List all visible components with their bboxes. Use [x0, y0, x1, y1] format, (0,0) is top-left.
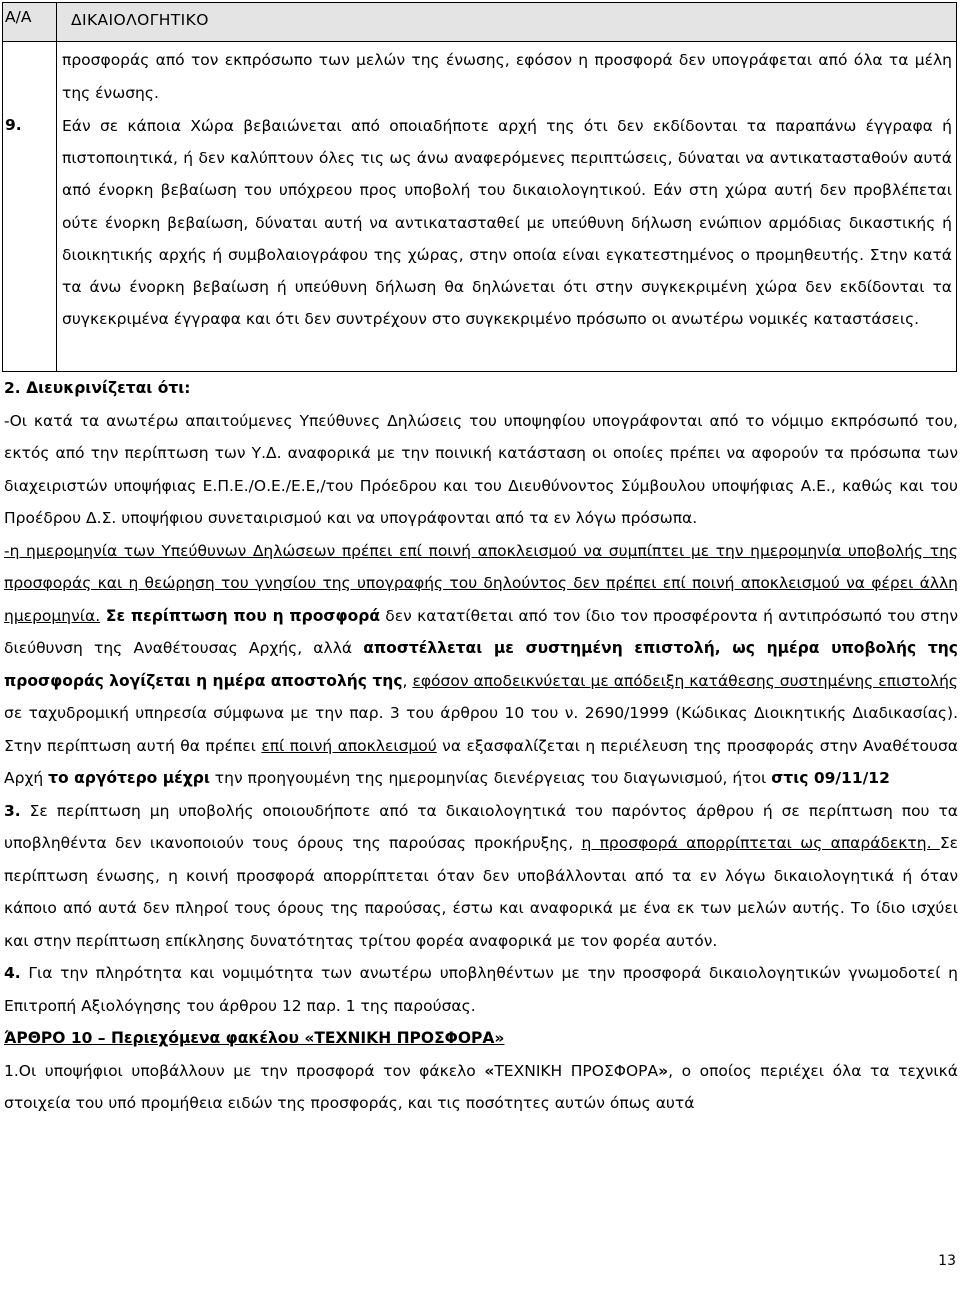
continued-text: προσφοράς από τον εκπρόσωπο των μελών της ένωσης, εφόσον η προσφορά δεν υπογράφεται από όλα τα μέλη της ένωσης. — [62, 51, 952, 102]
bold-text: Σε περίπτωση που η προσφορά — [100, 606, 380, 625]
main-text — [4, 372, 958, 1120]
section-3-paragraph — [4, 795, 958, 958]
plain-text: ΤΕΧΝΙΚΗ ΠΡΟΣΦΟΡΑ — [494, 1061, 659, 1080]
column-title: ΔΙΚΑΙΟΛΟΓΗΤΙΚΟ — [71, 11, 209, 29]
article-10-paragraph-1 — [4, 1055, 958, 1120]
section-2-paragraph-1: -Οι κατά τα ανωτέρω απαιτούμενες Υπεύθυνες Δηλώσεις του υποψηφίου υπογράφονται από το νόμιμο εκπρόσωπό του, εκτός από την περίπτωση των Υ.Δ. αναφορικά με την ποινική κατάσταση οι οποίες πρέπει να αφορούν τα πρόσωπα των διαχειριστών υποψήφιας Ε.Π.Ε./Ο.Ε./Ε.Ε,/του Πρόεδρου και του Διευθύνοντος Σύμβουλου υποψήφιας Α.Ε., καθώς και του Προέδρου Δ.Σ. υποψήφιου συνεταιρισμού και να υπογράφονται από τα εν λόγω πρόσωπα. — [4, 411, 958, 527]
date-requirement-text: -η ημερομηνία των Υπεύθυνων Δηλώσεων πρέπει επί ποινή αποκλεισμού να συμπίπτει με την ημερομηνία υποβολής της προσφοράς και η θεώρηση του γνησίου της υπογραφής του δηλούντος δεν πρέπει επί ποινή αποκλεισμού να φέρει άλλη ημερομηνία. — [4, 541, 958, 625]
plain-text: την προηγουμένη της ημερομηνίας διενέργειας του διαγωνισμού, ήτοι — [209, 769, 772, 787]
section-2-paragraph-2 — [4, 535, 958, 795]
column-divider — [56, 3, 57, 371]
plain-text: , — [402, 671, 413, 690]
row-number: 9. — [5, 116, 22, 134]
article-10-heading: ΆΡΘΡΟ 10 – Περιεχόμενα φακέλου «ΤΕΧΝΙΚΗ ΠΡΟΣΦΟΡΑ» — [4, 1029, 505, 1047]
page-number: 13 — [938, 1253, 956, 1269]
section-4-paragraph — [4, 957, 958, 1022]
bold-text: » — [658, 1061, 669, 1080]
underlined-text: εφόσον αποδεικνύεται με απόδειξη κατάθεσης συστημένης επιστολής — [412, 671, 958, 690]
requirements-table — [2, 2, 957, 372]
plain-text: να εξασφαλίζεται η περιέλευση της προσφοράς στην Αναθέτουσα Αρχή — [4, 736, 959, 787]
deadline-date: στις 09/11/12 — [771, 769, 890, 787]
plain-text: 1.Οι υποψήφιοι υποβάλλουν με την προσφορά τον φάκελο — [4, 1061, 485, 1080]
section-3-number: 3. — [4, 801, 21, 820]
plain-text: Σε περίπτωση μη υποβολής οποιουδήποτε από τα δικαιολογητικά του παρόντος άρθρου ή σε περίπτωση που τα υποβληθέντα δεν ικανοποιούν τους όρους της παρούσας προκήρυξης, — [4, 801, 958, 852]
plain-text: , ο οποίος περιέχει όλα τα τεχνικά στοιχεία του υπό προμήθεια ειδών της προσφοράς, και τις ποσότητες αυτών όπως αυτά — [4, 1061, 958, 1112]
plain-text: δεν κατατίθεται από τον ίδιο τον προσφέροντα ή αντιπρόσωπό του στην διεύθυνση της Αναθέτουσας Αρχής, αλλά — [4, 606, 958, 657]
plain-text: Σε περίπτωση ένωσης, η κοινή προσφορά απορρίπτεται όταν δεν υποβάλλονται από τα εν λόγω δικαιολογητικά ή όταν κάποιο από αυτά δεν πληροί τους όρους της παρούσας, έστω και αναφορικά με ένα εκ των μελών αυτής. Το ίδιο ισχύει και στην περίπτωση επίκλησης δυνατότητας τρίτου φορέα αναφορικά με τον φορέα αυτόν. — [4, 834, 958, 950]
item-9-text: Εάν σε κάποια Χώρα βεβαιώνεται από οποιαδήποτε αρχή της ότι δεν εκδίδονται τα παραπάνω έγγραφα ή πιστοποιητικά, ή δεν καλύπτουν όλες τις ως άνω αναφερόμενες περιπτώσεις, δύναται να αντικατασταθούν αυτά από ένορκη βεβαίωση του υπόχρεου προς υποβολή του δικαιολογητικού. Εάν στη χώρα αυτή δεν προβλέπεται ούτε ένορκη βεβαίωση, δύναται αυτή να αντικατασταθεί με υπεύθυνη δήλωση ενώπιον αρμόδιας δικαστικής ή διοικητικής αρχής ή συμβολαιογράφου της χώρας, στην οποία είναι εγκατεστημένος ο προμηθευτής. Στην κατά τα άνω ένορκη βεβαίωση ή υπεύθυνη δήλωση θα δηλώνεται ότι στην συγκεκριμένη χώρα δεν εκδίδονται τα συγκεκριμένα έγγραφα και ότι δεν συντρέχουν στο συγκεκριμένο πρόσωπο οι ανωτέρω νομικές καταστάσεις. — [62, 117, 952, 329]
bold-text: « — [484, 1061, 495, 1080]
section-4-number: 4. — [4, 964, 21, 982]
bold-text: αποστέλλεται με συστημένη επιστολή, ως ημέρα υποβολής της προσφοράς λογίζεται η ημέρα αποστολής της — [4, 639, 958, 690]
plain-text: σε ταχυδρομική υπηρεσία σύμφωνα με την παρ. 3 του άρθρου 10 του ν. 2690/1999 (Κώδικας Διοικητικής Διαδικασίας). Στην περίπτωση αυτή θα πρέπει — [4, 704, 958, 755]
underlined-text: επί ποινή αποκλεισμού — [261, 736, 437, 755]
table-cell-body — [62, 44, 952, 335]
plain-text: Για την πληρότητα και νομιμότητα των ανωτέρω υποβληθέντων με την προσφορά δικαιολογητικών γνωμοδοτεί η Επιτροπή Αξιολόγησης του άρθρου 12 παρ. 1 της παρούσας. — [4, 964, 958, 1015]
section-2-heading: 2. Διευκρινίζεται ότι: — [4, 379, 191, 397]
underlined-text: η προσφορά απορρίπτεται ως απαράδεκτη. — [581, 834, 940, 852]
bold-text: το αργότερο μέχρι — [48, 769, 210, 787]
column-label-aa: Α/Α — [5, 8, 32, 26]
